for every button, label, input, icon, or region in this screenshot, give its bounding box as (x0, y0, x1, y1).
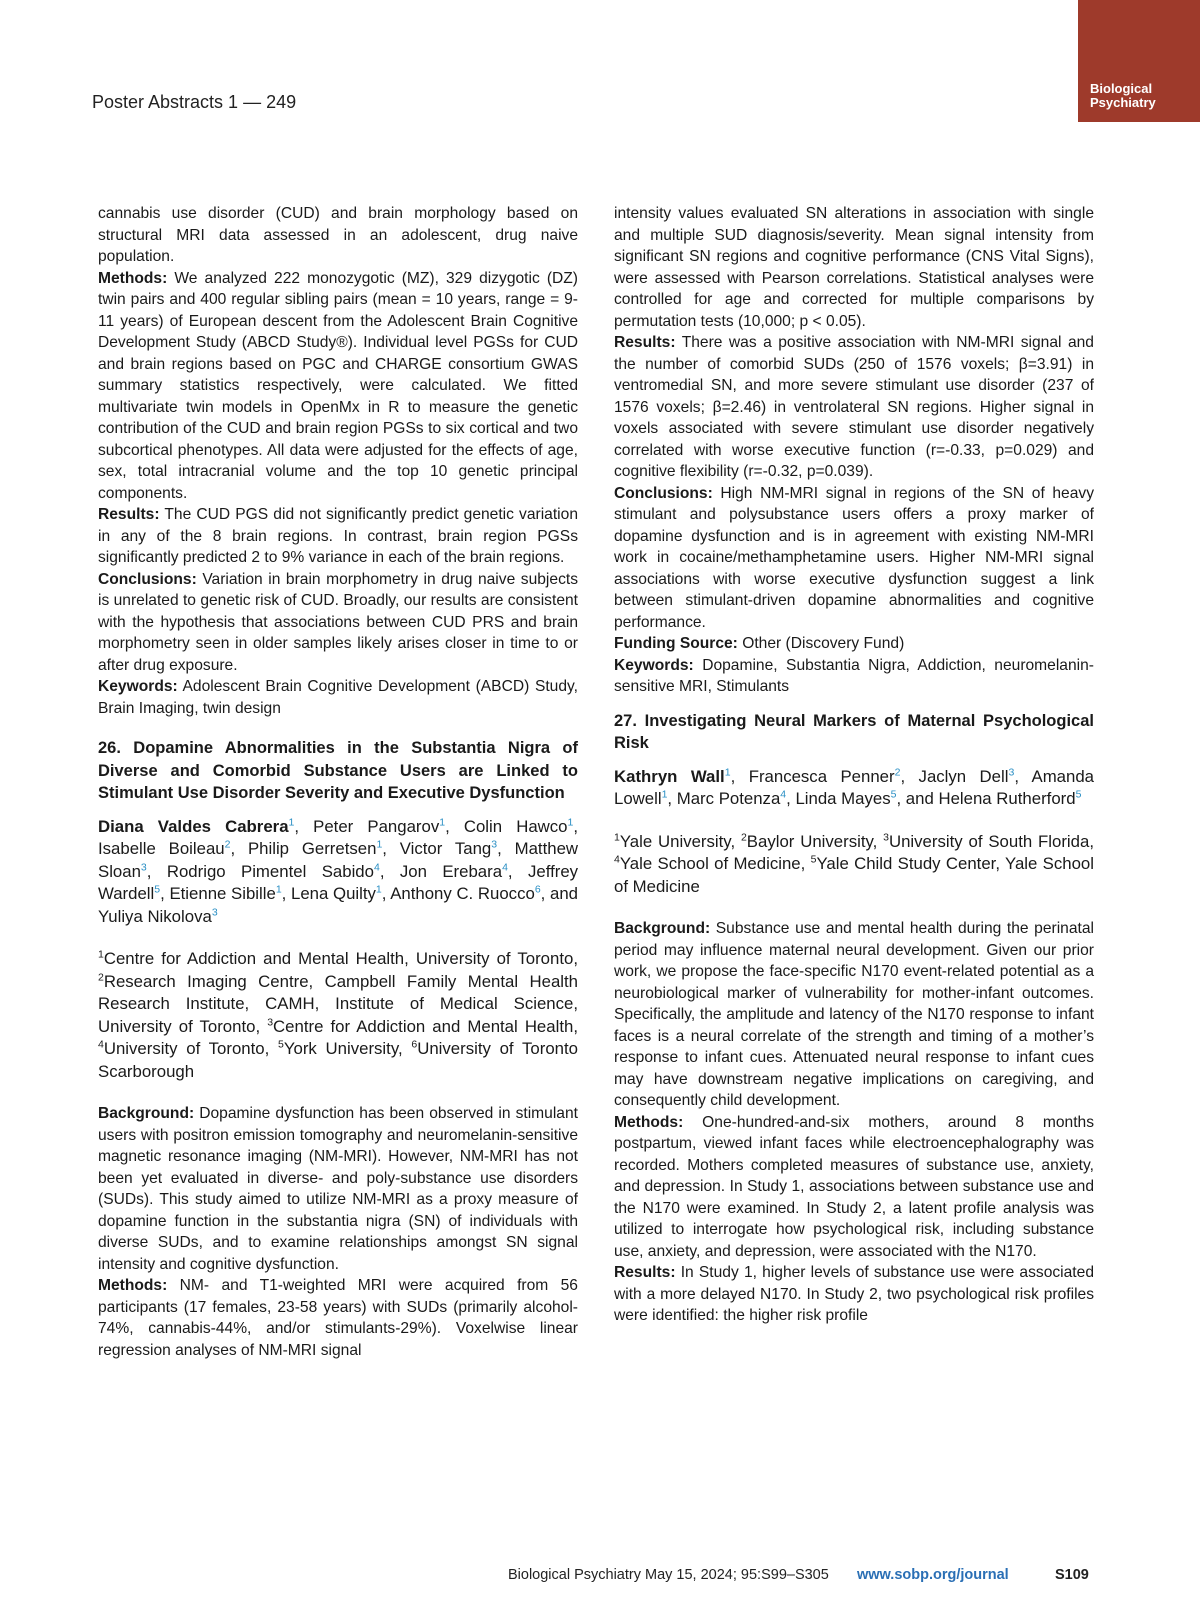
affiliation-number: 1 (98, 948, 104, 961)
affiliation-marker-link[interactable]: 1 (376, 838, 383, 851)
right-column (614, 203, 1094, 1327)
journal-tab-line2: Psychiatry (1090, 95, 1156, 110)
affiliation-text: York University, (283, 1039, 412, 1058)
affiliation-marker-link[interactable]: 5 (1075, 788, 1082, 801)
affiliation-marker-link[interactable]: 3 (1008, 765, 1015, 778)
affiliation-number: 6 (411, 1038, 418, 1051)
affiliation-marker-link[interactable]: 4 (780, 788, 787, 801)
author-name: Diana Valdes Cabrera (98, 816, 289, 836)
author-name: Matthew Sloan (98, 839, 579, 881)
footer-citation: Biological Psychiatry May 15, 2024; 95:S99–S305 (508, 1567, 829, 1583)
author-name: Amanda Lowell (614, 766, 1095, 808)
affiliation-number: 2 (740, 830, 747, 843)
continued-methods: Methods: We analyzed 222 monozygotic (MZ), 329 dizygotic (DZ) twin pairs and 400 regular sibling pairs (mean = 10 years, range = 9-11 years) of European descent from the Adolescent Brain Cognitive Development Study (ABCD Study®). Individual level PGSs for CUD and brain regions based on PGC and CHARGE consortium GWAS summary statistics respectively, were calculated. We fitted multivariate twin models in OpenMx in R to measure the genetic contribution of the CUD and brain region PGSs to six cortical and two subcortical phenotypes. All data were adjusted for the effects of age, sex, total intracranial volume and the top 10 genetic principal components. (98, 269, 578, 502)
page-number: S109 (1055, 1567, 1089, 1583)
author-name: Linda Mayes (795, 789, 891, 808)
affiliation-marker-link[interactable]: 2 (894, 765, 901, 778)
author-name: Rodrigo Pimentel Sabido (166, 861, 374, 881)
affiliation-number: 3 (267, 1015, 274, 1028)
abstract-26-affiliations (98, 948, 578, 1083)
affiliation-number: 4 (98, 1038, 104, 1051)
author-name: Philip Gerretsen (247, 839, 377, 858)
continued-results: Results: The CUD PGS did not significantly predict genetic variation in any of the 8 brain regions. In contrast, brain region PGSs significantly predicted 2 to 9% variance in each of the brain regions. (98, 506, 578, 566)
affiliation-text: University of Toronto Scarborough (98, 1039, 578, 1081)
abstract-26-funding: Funding Source: Other (Discovery Fund) (614, 635, 905, 652)
affiliation-marker-link[interactable]: 5 (890, 788, 897, 801)
affiliation-number: 1 (614, 830, 620, 843)
abstract-27-affiliations (614, 831, 1094, 899)
abstract-27-authors: Kathryn Wall$^1$, Francesca Penner$^2$, Jaclyn Dell$^3$, Amanda Lowell$^1$, Marc Potenza$^4$, Linda Mayes$^5$, and Helena Rutherford$^5$ (614, 765, 1095, 808)
affiliation-text: Baylor University, (746, 831, 884, 851)
affiliation-text: University of Toronto, (103, 1039, 279, 1058)
abstract-26-methods-continued: intensity values evaluated SN alterations in association with single and multiple SUD diagnosis/severity. Mean signal intensity from significant SN regions and cognitive performance (CNS Vital Signs), were assessed with Pearson correlations. Statistical analyses were controlled for age and corrected for multiple comparisons by permutation tests (10,000; p < 0.05). (614, 205, 1094, 330)
abstract-26-authors: Diana Valdes Cabrera$^1$, Peter Pangarov$^1$, Colin Hawco$^1$, Isabelle Boileau$^2$, Philip Gerretsen$^1$, Victor Tang$^3$, Matthew Sloan$^3$, Rodrigo Pimentel Sabido$^4$, Jon Erebara$^4$, Jeffrey Wardell$^5$, Etienne Sibille$^1$, Lena Quilty$^1$, Anthony C. Ruocco$^6$, and Yuliya Nikolova$^3$ (98, 815, 579, 926)
affiliation-marker-link[interactable]: 3 (491, 838, 498, 851)
abstract-27-methods: Methods: One-hundred-and-six mothers, around 8 months postpartum, viewed infant faces while electroencephalography was recorded. Mothers completed measures of substance use, anxiety, and depression. In Study 1, associations between substance use and the N170 were examined. In Study 2, a latent profile analysis was utilized to interrogate how psychological risk, including substance use, anxiety, and depression, were associated with the N170. (614, 1113, 1094, 1260)
affiliation-marker-link[interactable]: 1 (661, 788, 668, 801)
abstract-27-results: Results: In Study 1, higher levels of substance use were associated with a more delayed N170. In Study 2, two psychological risk profiles were identified: the higher risk profile (614, 1264, 1094, 1324)
affiliation-marker-link[interactable]: 1 (375, 883, 382, 896)
author-name: Jaclyn Dell (918, 766, 1009, 786)
abstract-27-title: 27. Investigating Neural Markers of Maternal Psychological Risk (614, 711, 1094, 752)
affiliation-marker-link[interactable]: 4 (502, 860, 508, 873)
affiliation-text: Centre for Addiction and Mental Health, (273, 1016, 578, 1036)
continued-intro: cannabis use disorder (CUD) and brain morphology based on structural MRI data assessed in an adolescent, drug naive population. (98, 205, 578, 265)
affiliation-text: Yale School of Medicine, (619, 854, 811, 873)
abstract-26-background: Background: Dopamine dysfunction has been observed in stimulant users with positron emission tomography and neuromelanin-sensitive magnetic resonance imaging (NM-MRI). However, NM-MRI has not been yet evaluated in diverse- and poly-substance use disorders (SUDs). This study aimed to utilize NM-MRI as a proxy measure of dopamine function in the substantia nigra (SN) of individuals with diverse SUDs, and to examine relationships amongst SN signal intensity and cognitive dysfunction. (98, 1105, 578, 1273)
author-name: Victor Tang (399, 839, 492, 858)
affiliation-number: 4 (614, 853, 620, 866)
affiliation-number: 2 (98, 970, 104, 983)
abstract-26-methods: Methods: NM- and T1-weighted MRI were acquired from 56 participants (17 females, 23-58 years) with SUDs (primarily alcohol-74%, cannabis-44%, and/or stimulants-29%). Voxelwise linear regression analyses of NM-MRI signal (98, 1277, 578, 1359)
author-name: Helena Rutherford (938, 789, 1076, 808)
affiliation-text: Yale Child Study Center, Yale School of Medicine (614, 854, 1094, 896)
affiliation-marker-link[interactable]: 3 (140, 860, 147, 873)
affiliation-text: Research Imaging Centre, Campbell Family Mental Health Research Institute, CAMH, Institute of Medical Science, University of Toronto, (98, 971, 578, 1036)
author-name: Yuliya Nikolova (98, 906, 212, 926)
affiliation-marker-link[interactable]: 1 (288, 815, 295, 828)
affiliation-text: University of South Florida, (888, 831, 1094, 851)
running-head: Poster Abstracts 1 — 249 (92, 92, 297, 112)
abstract-26-keywords: Keywords: Dopamine, Substantia Nigra, Addiction, neuromelanin-sensitive MRI, Stimulants (614, 656, 1094, 695)
affiliation-marker-link[interactable]: 6 (534, 883, 541, 896)
author-name: Marc Potenza (676, 789, 781, 808)
author-name: Kathryn Wall (614, 766, 725, 786)
journal-tab-line1: Biological (1090, 81, 1153, 96)
footer-journal-link[interactable]: www.sobp.org/journal (857, 1567, 1009, 1583)
affiliation-marker-link[interactable]: 5 (154, 883, 161, 896)
author-name: Isabelle Boileau (98, 839, 225, 858)
affiliation-number: 3 (883, 830, 889, 843)
abstract-26-title: 26. Dopamine Abnormalities in the Substantia Nigra of Diverse and Comorbid Substance Users are Linked to Stimulant Use Disorder Severity and Executive Dysfunction (98, 739, 578, 802)
continued-keywords: Keywords: Adolescent Brain Cognitive Development (ABCD) Study, Brain Imaging, twin design (98, 678, 578, 717)
affiliation-marker-link[interactable]: 3 (211, 905, 218, 918)
affiliation-marker-link[interactable]: 2 (224, 838, 231, 851)
affiliation-marker-link[interactable]: 1 (275, 883, 282, 896)
affiliation-number: 5 (810, 853, 817, 866)
affiliation-text: Centre for Addiction and Mental Health, University of Toronto, (103, 949, 578, 968)
author-name: Francesca Penner (748, 766, 895, 786)
affiliation-number: 5 (278, 1038, 284, 1051)
abstract-27-background: Background: Substance use and mental health during the perinatal period may influence maternal neural development. Given our prior work, we propose the face-specific N170 event-related potential as a neurobiological marker of vulnerability for mother-infant outcomes. Specifically, the amplitude and latency of the N170 response to infant faces is a neural correlate of the strength and timing of a mother’s response to infant cues. Attenuated neural response to infant cues may have downstream negative implications on caregiving, and consequently child development. (614, 920, 1094, 1109)
author-name: Jeffrey Wardell (98, 861, 579, 903)
affiliation-marker-link[interactable]: 1 (724, 765, 731, 778)
continued-conclusions: Conclusions: Variation in brain morphometry in drug naive subjects is unrelated to genetic risk of CUD. Broadly, our results are consistent with the hypothesis that associations between CUD PRS and brain morphometry seen in older samples likely arises closer in time to or after drug exposure. (98, 570, 578, 674)
author-name: Lena Quilty (291, 884, 376, 903)
author-name: Etienne Sibille (169, 884, 276, 903)
affiliation-marker-link[interactable]: 1 (439, 815, 446, 828)
affiliation-marker-link[interactable]: 4 (373, 860, 380, 873)
abstract-26-results: Results: There was a positive association with NM-MRI signal and the number of comorbid SUDs (250 of 1576 voxels; β=3.91) in ventromedial SN, and more severe stimulant use disorder (237 of 1576 voxels; β=2.46) in ventrolateral SN regions. Higher signal in voxels associated with severe stimulant use disorder negatively correlated with worse executive function (r=-0.33, p=0.029) and cognitive flexibility (r=-0.32, p=0.039). (614, 334, 1094, 480)
affiliation-text: Yale University, (619, 831, 741, 851)
author-name: Colin Hawco (463, 816, 568, 836)
author-name: Peter Pangarov (313, 816, 440, 836)
author-name: Anthony C. Ruocco (390, 884, 535, 903)
left-column (98, 203, 578, 1361)
affiliation-marker-link[interactable]: 1 (567, 815, 574, 828)
journal-tab[interactable] (1078, 0, 1200, 122)
author-name: Jon Erebara (399, 861, 503, 881)
abstract-26-conclusions: Conclusions: High NM-MRI signal in regions of the SN of heavy stimulant and polysubstance users offers a proxy marker of dopamine dysfunction and is in agreement with existing NM-MRI work in cocaine/methamphetamine users. Higher NM-MRI signal associations with worse executive dysfunction suggest a link between stimulant-driven dopamine abnormalities and cognitive performance. (614, 484, 1094, 631)
